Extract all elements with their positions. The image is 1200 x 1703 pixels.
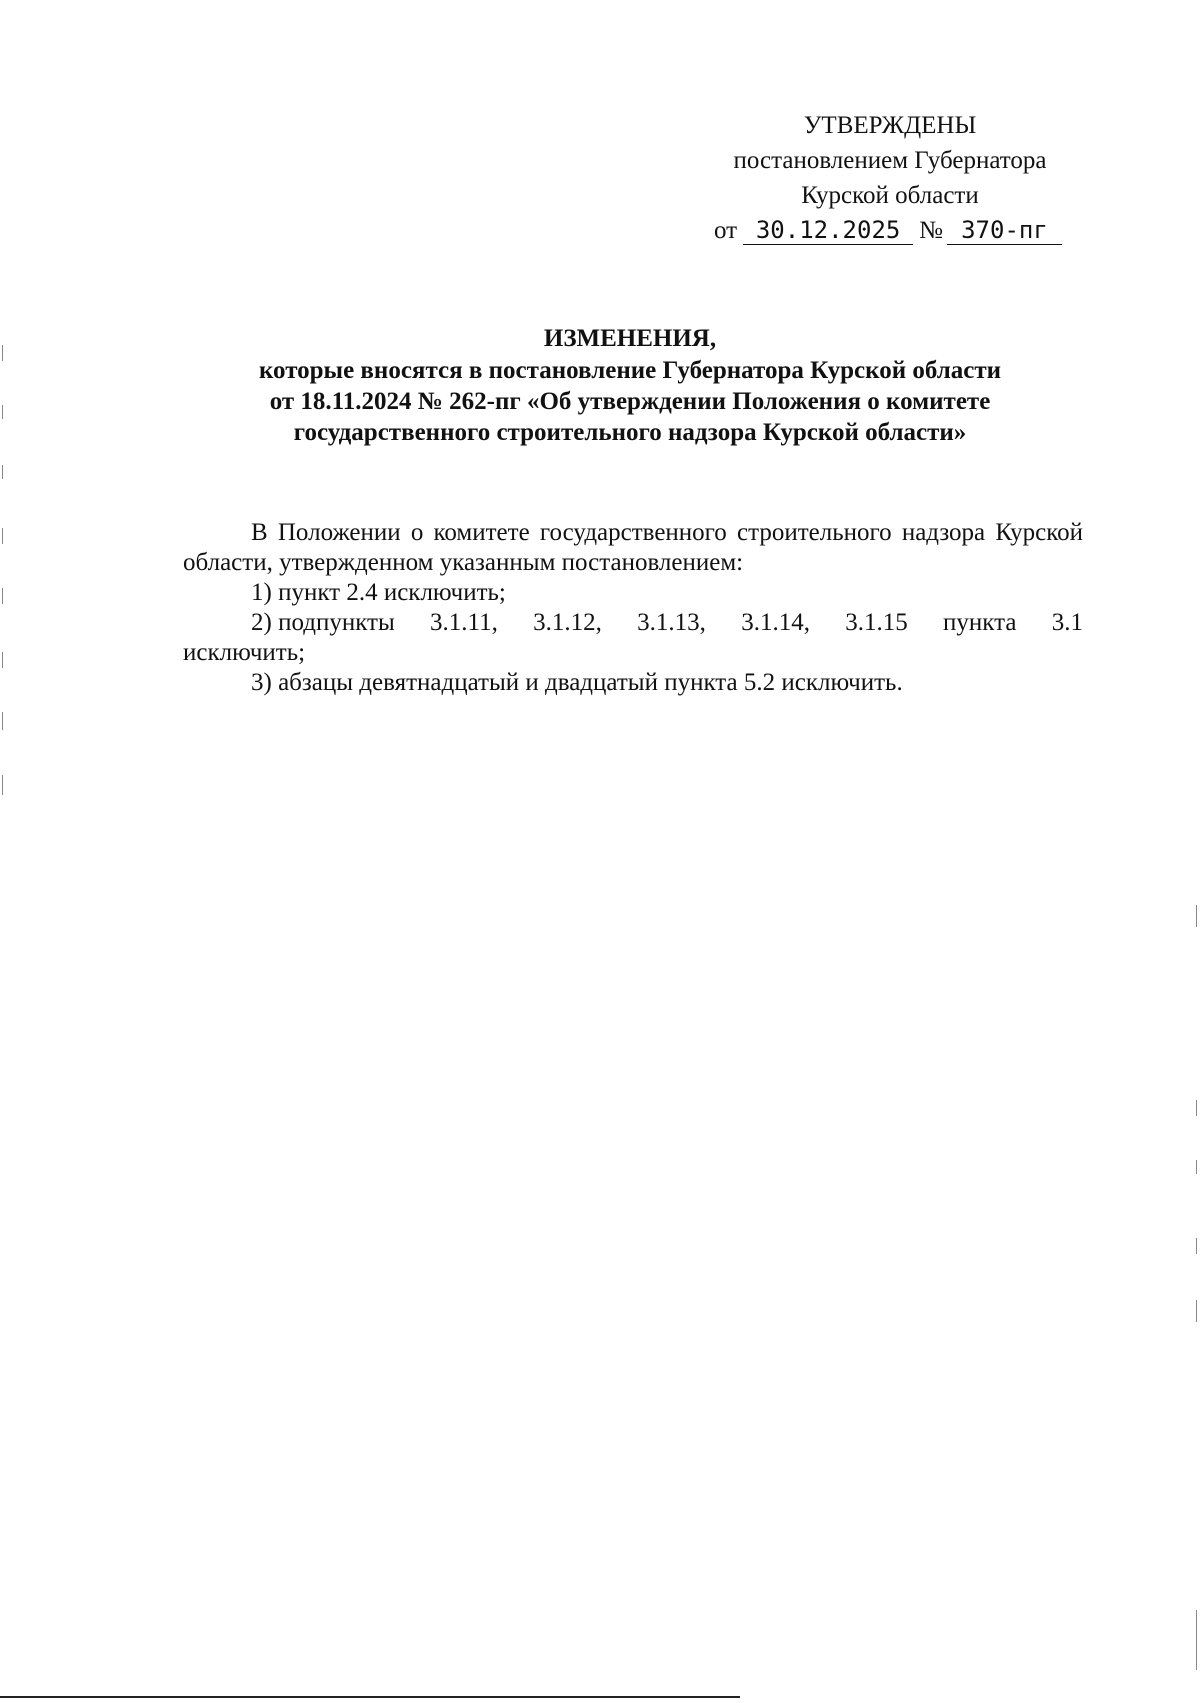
scan-artifact — [1196, 1160, 1197, 1174]
scan-artifact — [1196, 1100, 1197, 1116]
item-2-word: 3.1.11, — [430, 609, 498, 636]
scan-artifact — [2, 712, 3, 730]
scan-artifact — [1196, 1300, 1197, 1322]
approval-line-1: постановлением Губернатора — [733, 147, 1047, 174]
document-body — [183, 518, 1083, 698]
approval-date: 30.12.2025 — [743, 216, 913, 245]
scan-artifact — [2, 588, 3, 604]
body-item-2-line — [183, 608, 1083, 638]
scan-artifact — [2, 465, 3, 479]
body-item-2-end: исключить; — [183, 639, 306, 666]
scan-artifact — [1196, 905, 1197, 927]
scan-artifact — [1196, 1610, 1197, 1670]
approval-title: УТВЕРЖДЕНЫ — [803, 112, 977, 139]
scan-artifact — [2, 528, 3, 544]
item-2-word: 3.1.12, — [533, 609, 602, 636]
scan-artifact — [2, 345, 3, 361]
heading-main: ИЗМЕНЕНИЯ, — [543, 325, 717, 352]
item-2-word: 2) подпункты — [251, 609, 395, 636]
item-2-word: 3.1 — [1051, 609, 1083, 636]
scan-artifact — [1196, 1238, 1197, 1254]
scan-artifact — [2, 652, 3, 668]
item-2-word: 3.1.14, — [741, 609, 810, 636]
heading-line-1: которые вносятся в постановление Губернатора Курской области — [258, 357, 1002, 384]
item-2-word: 3.1.15 — [845, 609, 908, 636]
scan-bottom-line — [0, 1696, 740, 1698]
approval-line-2: Курской области — [801, 182, 979, 209]
body-item-3: 3) абзацы девятнадцатый и двадцатый пункта 5.2 исключить. — [251, 669, 903, 696]
approval-date-line — [700, 213, 1080, 248]
item-2-word: пункта — [943, 609, 1017, 636]
body-intro: В Положении о комитете государственного строительного надзора Курской области, утвержденном указанным постановлением: — [183, 519, 1083, 576]
item-2-word: 3.1.13, — [637, 609, 706, 636]
document-heading — [150, 323, 1110, 448]
approval-block — [700, 108, 1080, 248]
scan-artifact — [2, 775, 3, 795]
heading-line-2: от 18.11.2024 № 262-пг «Об утверждении Положения о комитете — [269, 388, 991, 415]
date-prefix: от — [714, 217, 738, 244]
approval-number: 370-пг — [947, 216, 1062, 245]
body-item-1: 1) пункт 2.4 исключить; — [251, 579, 506, 606]
heading-line-3: государственного строительного надзора Курской области» — [293, 419, 967, 446]
scan-artifact — [2, 405, 3, 419]
number-prefix: № — [919, 217, 943, 244]
